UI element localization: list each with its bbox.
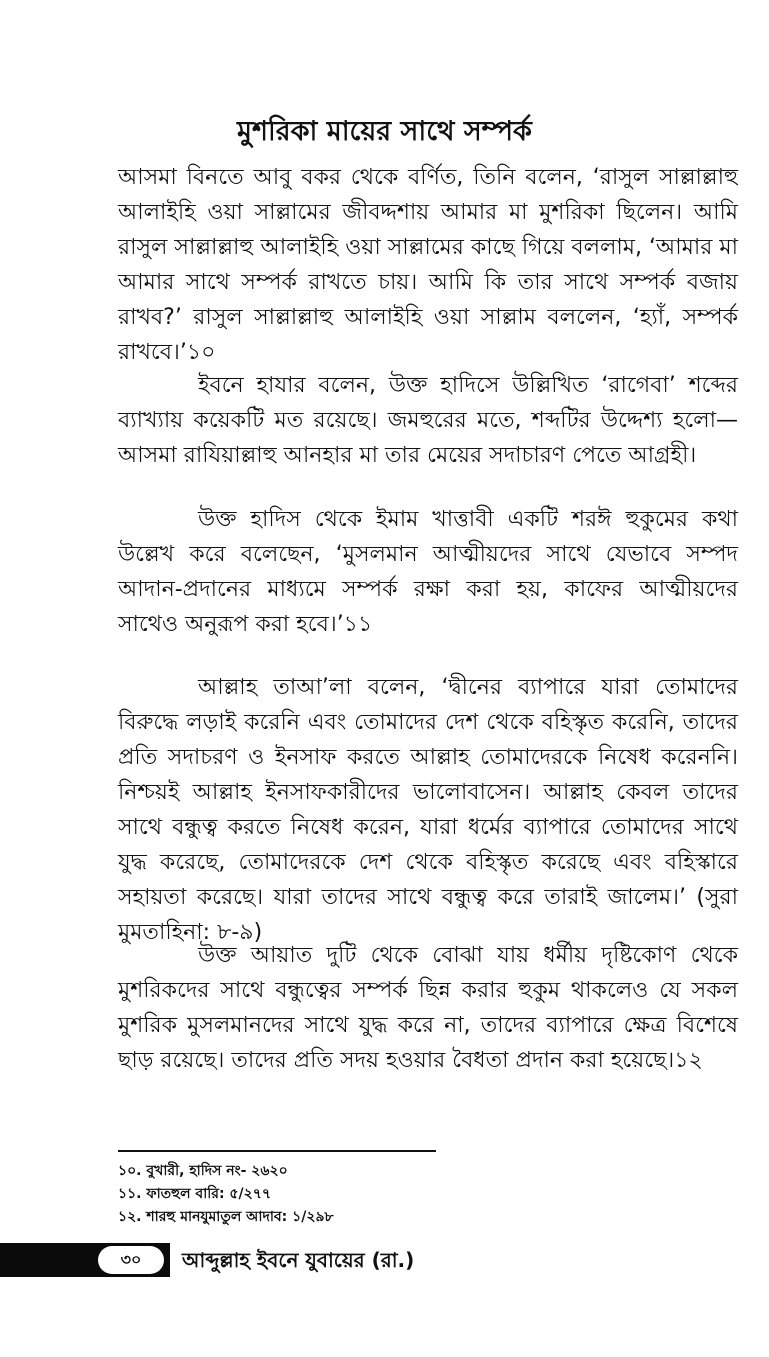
page-number: ৩০ bbox=[98, 1246, 164, 1274]
footnote-10: ১০. বুখারী, হাদিস নং- ২৬২০ bbox=[118, 1163, 288, 1179]
paragraph-2: ইবনে হাযার বলেন, উক্ত হাদিসে উল্লিখিত ‘রাগেবা’ শব্দের ব্যাখ্যায় কয়েকটি মত রয়েছে। জমহুরের মতে, শব্দটির উদ্দেশ্য হলো—আসমা রাযিয়াল্লাহু আনহার মা তার মেয়ের সদাচারণ পেতে আগ্রহী। bbox=[118, 373, 738, 468]
footnote-12: ১২. শারহু মানযুমাতুল আদাব: ১/২৯৮ bbox=[118, 1209, 334, 1225]
paragraph-3: উক্ত হাদিস থেকে ইমাম খাত্তাবী একটি শরঈ হুকুমের কথা উল্লেখ করে বলেছেন, ‘মুসলমান আত্মীয়দের সাথে যেভাবে সম্পদ আদান-প্রদানের মাধ্যমে সম্পর্ক রক্ষা করা হয়, কাফের আত্মীয়দের সাথেও অনুরূপ করা হবে।’১১ bbox=[118, 507, 738, 637]
paragraph-4: আল্লাহ তাআ’লা বলেন, ‘দ্বীনের ব্যাপারে যারা তোমাদের বিরুদ্ধে লড়াই করেনি এবং তোমাদের দেশ থেকে বহিস্কৃত করেনি, তাদের প্রতি সদাচরণ ও ইনসাফ করতে আল্লাহ তোমাদেরকে নিষেধ করেননি। নিশ্চয়ই আল্লাহ ইনসাফকারীদের ভালোবাসেন। আল্লাহ কেবল তাদের সাথে বন্ধুত্ব করতে নিষেধ করেন, যারা ধর্মের ব্যাপারে তোমাদের সাথে যুদ্ধ করেছে, তোমাদেরকে দেশ থেকে বহিস্কৃত করেছে এবং বহিস্কারে সহায়তা করেছে। যারা তাদের সাথে বন্ধুত্ব করে তারাই জালেম।’ (সুরা মুমতাহিনা: ৮-৯) bbox=[118, 675, 738, 945]
footnote-list bbox=[118, 1160, 678, 1229]
paragraph-5: উক্ত আয়াত দুটি থেকে বোঝা যায় ধর্মীয় দৃষ্টিকোণ থেকে মুশরিকদের সাথে বন্ধুত্বের সম্পর্ক ছিন্ন করার হুকুম থাকলেও যে সকল মুশরিক মুসলমানদের সাথে যুদ্ধ করে না, তাদের ব্যাপারে ক্ষেত্র বিশেষে ছাড় রয়েছে। তাদের প্রতি সদয় হওয়ার বৈধতা প্রদান করা হয়েছে।১২ bbox=[118, 943, 738, 1073]
footnote-divider bbox=[118, 1150, 436, 1152]
running-title: আব্দুল্লাহ ইবনে যুবায়ের (রা.) bbox=[182, 1248, 415, 1272]
paragraph-1: আসমা বিনতে আবু বকর থেকে বর্ণিত, তিনি বলেন, ‘রাসুল সাল্লাল্লাহু আলাইহি ওয়া সাল্লামের জীবদ্দশায় আমার মা মুশরিকা ছিলেন। আমি রাসুল সাল্লাল্লাহু আলাইহি ওয়া সাল্লামের কাছে গিয়ে বললাম, ‘আমার মা আমার সাথে সম্পর্ক রাখতে চায়। আমি কি তার সাথে সম্পর্ক বজায় রাখব?’ রাসুল সাল্লাল্লাহু আলাইহি ওয়া সাল্লাম বললেন, ‘হ্যাঁ, সম্পর্ক রাখবে।’১০ bbox=[118, 165, 738, 365]
footnote-11: ১১. ফাতহুল বারি: ৫/২৭৭ bbox=[118, 1186, 271, 1202]
page-title: মুশরিকা মায়ের সাথে সম্পর্ক bbox=[237, 116, 532, 147]
